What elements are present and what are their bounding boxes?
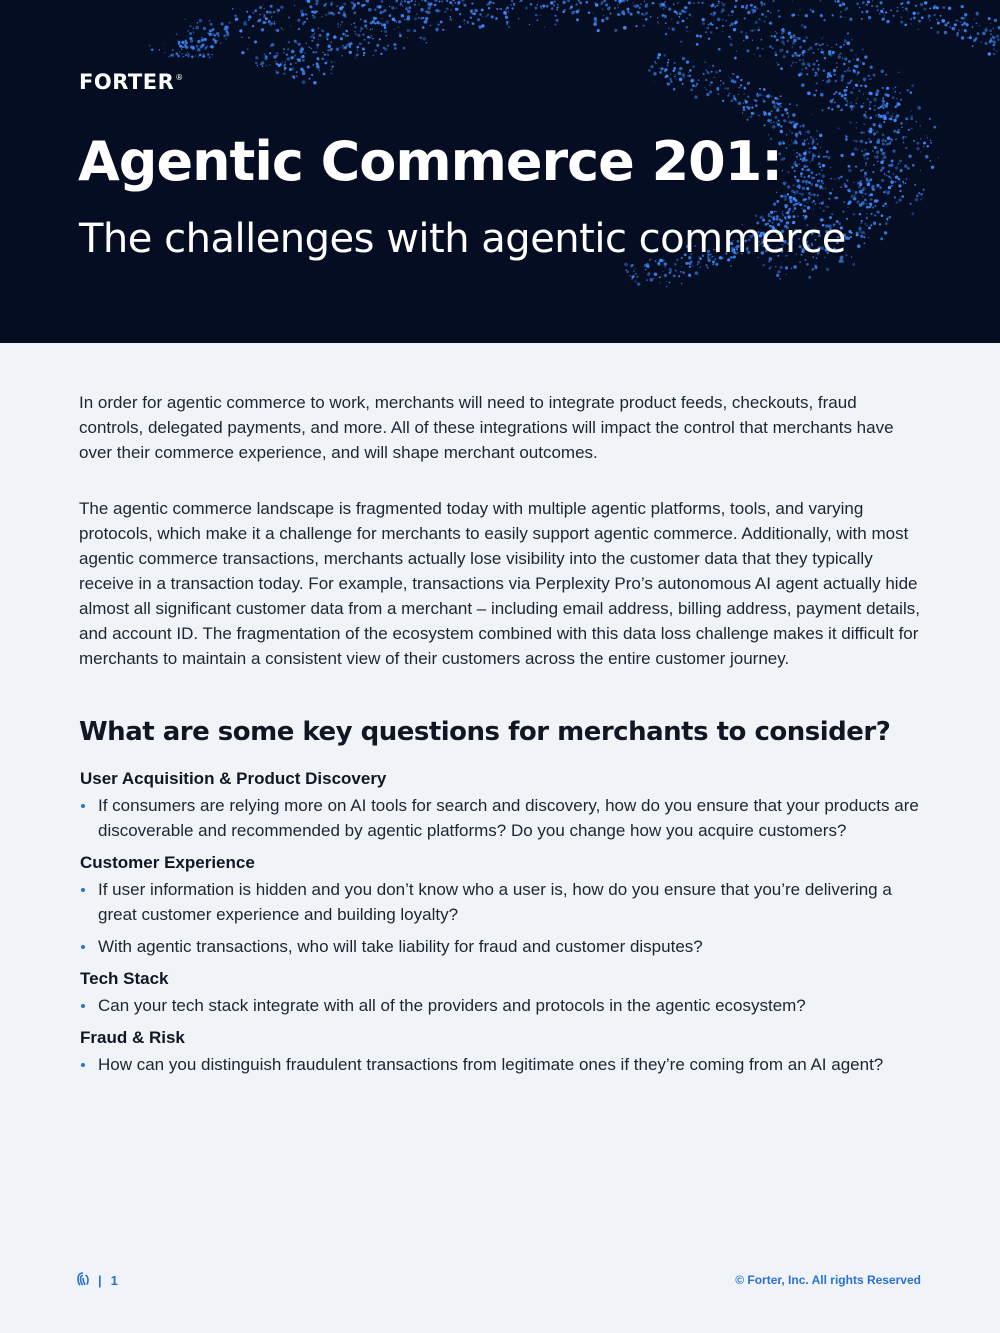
intro-paragraph-1: In order for agentic commerce to work, merchants will need to integrate product feeds, checkouts, fraud controls, delegated payments, and more. All of these integrations will impact the control that merchants have over their commerce experience, and will shape merchant outcomes. [79,393,894,462]
question-item: If user information is hidden and you don’t know who a user is, how do you ensure that you’re delivering a great customer experience and building loyalty? [79,877,924,927]
question-item: How can you distinguish fraudulent transactions from legitimate ones if they’re coming from an AI agent? [79,1052,924,1077]
question-group-title: User Acquisition & Product Discovery [80,769,387,788]
question-list [79,993,924,1018]
page-number: 1 [110,1273,118,1288]
question-item: With agentic transactions, who will take liability for fraud and customer disputes? [79,934,924,959]
question-group-fraud-risk [79,1028,924,1077]
page-title: Agentic Commerce 201: [78,130,782,193]
copyright-notice: © Forter, Inc. All rights Reserved [735,1273,921,1287]
question-list [79,793,924,843]
fingerprint-icon [77,1272,89,1289]
forter-logo [79,70,184,94]
logo-text: FORTER [79,70,175,94]
question-group-acquisition [79,769,924,843]
page-subtitle: The challenges with agentic commerce [79,216,846,262]
intro-paragraph-2: The agentic commerce landscape is fragmented today with multiple agentic platforms, tools, and varying protocols, which make it a challenge for merchants to easily support agentic commerce. Additionally, with most agentic commerce transactions, merchants actually lose visibility into the customer data that they typically receive in a transaction today. For example, transactions via Perplexity Pro’s autonomous AI agent actually hide almost all significant customer data from a merchant – including email address, billing address, payment details, and account ID. The fragmentation of the ecosystem combined with this data loss challenge makes it difficult for merchants to maintain a consistent view of their customers across the entire customer journey. [79,499,920,668]
logo-registered-mark: ® [175,72,184,82]
question-group-title: Fraud & Risk [80,1028,185,1047]
question-group-title: Customer Experience [80,853,255,872]
question-list [79,877,924,959]
question-group-customer-experience [79,853,924,959]
hero-banner [0,0,1000,343]
question-item: If consumers are relying more on AI tools for search and discovery, how do you ensure that your products are discoverable and recommended by agentic platforms? Do you change how you acquire customers? [79,793,924,843]
question-group-tech-stack [79,969,924,1018]
questions-heading: What are some key questions for merchants to consider? [79,717,891,747]
main-content [79,390,924,1087]
footer-page-marker [77,1272,118,1289]
question-item: Can your tech stack integrate with all of the providers and protocols in the agentic ecosystem? [79,993,924,1018]
question-group-title: Tech Stack [80,969,169,988]
question-list [79,1052,924,1077]
footer-separator: | [98,1273,102,1288]
